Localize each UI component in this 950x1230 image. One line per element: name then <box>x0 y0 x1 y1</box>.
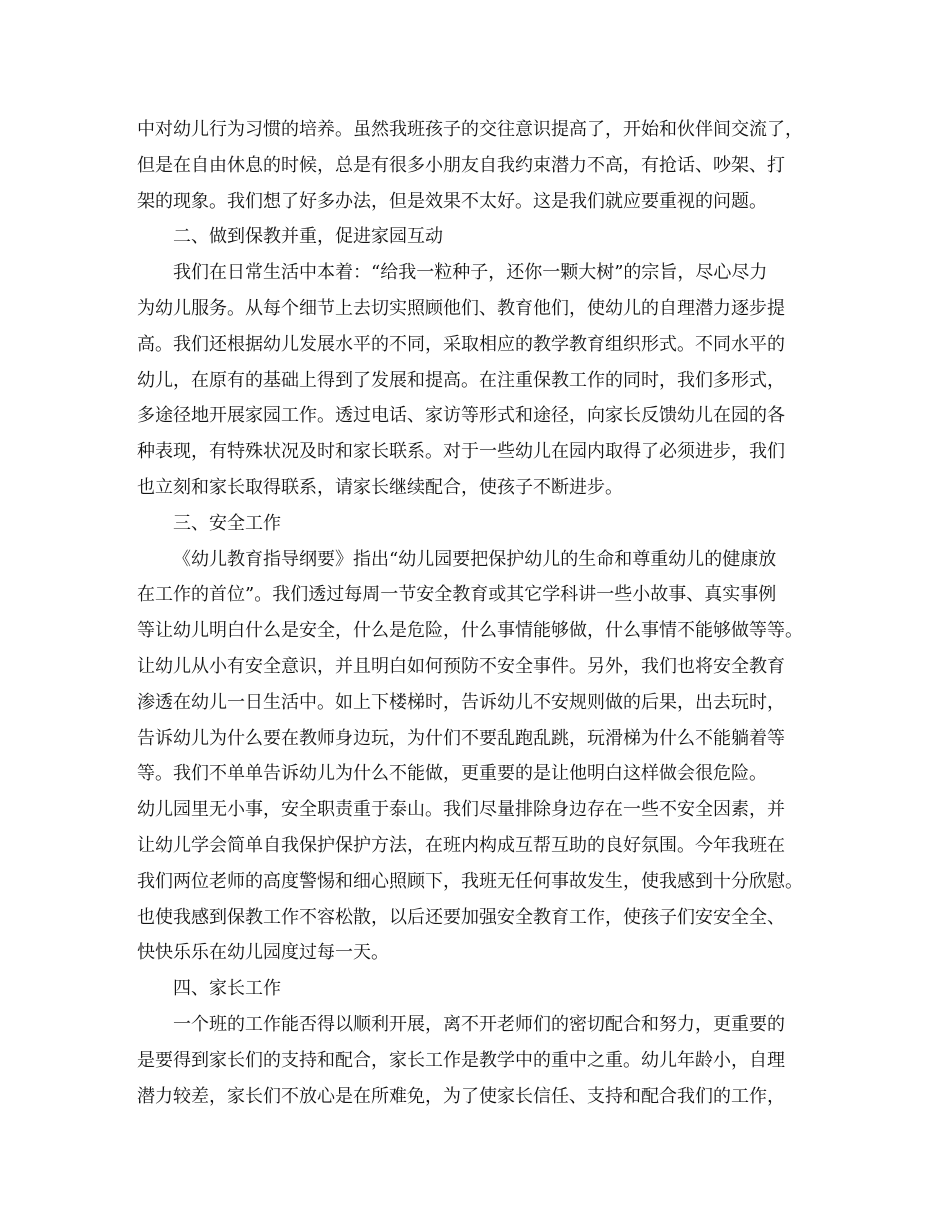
paragraph-first-line: 一个班的工作能否得以顺利开展，离不开老师们的密切配合和努力，更重要的 <box>173 1013 785 1035</box>
section-heading: 三、安全工作 <box>173 512 281 534</box>
text-line: 告诉幼儿为什么要在教师身边玩，为什们不要乱跑乱跳，玩滑梯为什么不能躺着等 <box>137 727 785 749</box>
text-line: 我们两位老师的高度警惕和细心照顾下，我班无任何事故发生，使我感到十分欣慰。 <box>137 870 803 892</box>
text-line: 架的现象。我们想了好多办法，但是效果不太好。这是我们就应要重视的问题。 <box>137 190 767 212</box>
text-line: 也立刻和家长取得联系，请家长继续配合，使孩子不断进步。 <box>137 476 623 498</box>
paragraph-first-line: 《幼儿教育指导纲要》指出“幼儿园要把保护幼儿的生命和尊重幼儿的健康放 <box>173 548 777 570</box>
text-line: 是要得到家长们的支持和配合，家长工作是教学中的重中之重。幼儿年龄小，自理 <box>137 1049 785 1071</box>
text-line: 让幼儿从小有安全意识，并且明白如何预防不安全事件。另外，我们也将安全教育 <box>137 655 785 677</box>
document-body <box>137 112 827 1114</box>
text-line: 中对幼儿行为习惯的培养。虽然我班孩子的交往意识提高了，开始和伙伴间交流了， <box>137 119 803 140</box>
text-line: 多途径地开展家园工作。透过电话、家访等形式和途径，向家长反馈幼儿在园的各 <box>137 405 785 427</box>
paragraph-first-line: 我们在日常生活中本着：“给我一粒种子，还你一颗大树”的宗旨，尽心尽力 <box>173 262 768 284</box>
text-line: 幼儿，在原有的基础上得到了发展和提高。在注重保教工作的同时，我们多形式， <box>137 369 785 391</box>
text-line: 在工作的首位”。我们透过每周一节安全教育或其它学科讲一些小故事、真实事例 <box>137 584 777 606</box>
text-line: 渗透在幼儿一日生活中。如上下楼梯时，告诉幼儿不安规则做的后果，出去玩时， <box>137 691 785 713</box>
text-line: 让幼儿学会简单自我保护保护方法，在班内构成互帮互助的良好氛围。今年我班在 <box>137 834 785 856</box>
text-line: 幼儿园里无小事，安全职责重于泰山。我们尽量排除身边存在一些不安全因素，并 <box>137 799 785 821</box>
text-line: 高。我们还根据幼儿发展水平的不同，采取相应的教学教育组织形式。不同水平的 <box>137 333 785 355</box>
section-heading: 四、家长工作 <box>173 978 281 1000</box>
text-line: 种表现，有特殊状况及时和家长联系。对于一些幼儿在园内取得了必须进步，我们 <box>137 441 785 463</box>
text-line: 快快乐乐在幼儿园度过每一天。 <box>137 942 389 964</box>
text-line: 等。我们不单单告诉幼儿为什么不能做，更重要的是让他明白这样做会很危险。 <box>137 763 767 785</box>
text-line: 但是在自由休息的时候，总是有很多小朋友自我约束潜力不高，有抢话、吵架、打 <box>137 154 785 176</box>
text-line: 潜力较差，家长们不放心是在所难免，为了使家长信任、支持和配合我们的工作， <box>137 1085 785 1107</box>
text-line: 为幼儿服务。从每个细节上去切实照顾他们、教育他们，使幼儿的自理潜力逐步提 <box>137 297 785 319</box>
text-line: 也使我感到保教工作不容松散，以后还要加强安全教育工作，使孩子们安安全全、 <box>137 906 785 928</box>
section-heading: 二、做到保教并重，促进家园互动 <box>173 226 443 248</box>
text-line: 等让幼儿明白什么是安全，什么是危险，什么事情能够做，什么事情不能够做等等。 <box>137 620 803 642</box>
